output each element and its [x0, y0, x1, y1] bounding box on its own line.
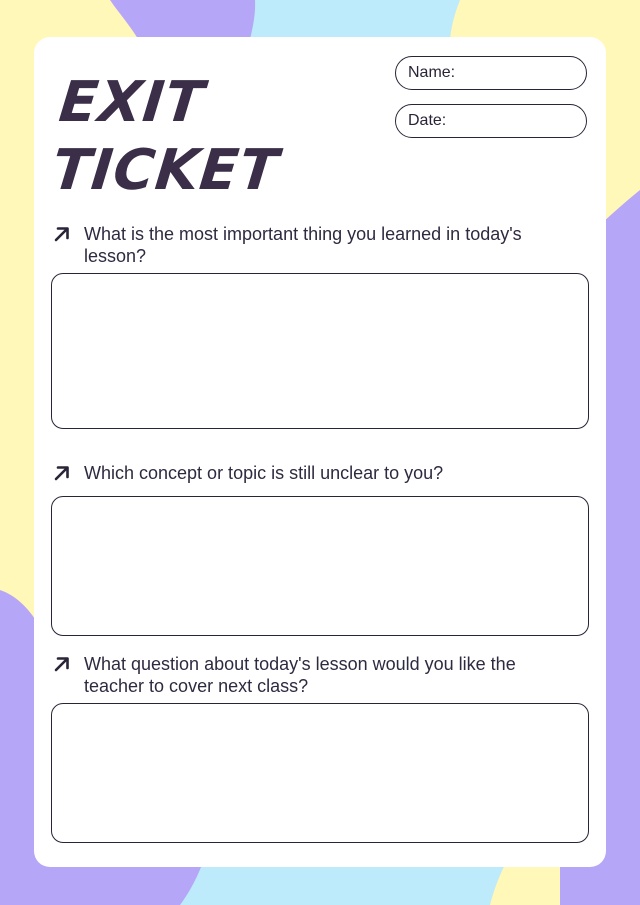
- date-field-label: Date:: [408, 112, 447, 129]
- question-3-text: What question about today's lesson would you like the teacher to cover next class?: [84, 654, 516, 696]
- arrow-up-right-icon: [52, 224, 72, 244]
- exit-ticket-card: [34, 37, 606, 867]
- title-line-ticket: TICKET: [49, 138, 282, 203]
- name-field-label: Name:: [408, 64, 456, 81]
- question-2-text: Which concept or topic is still unclear to you?: [84, 463, 444, 483]
- date-field[interactable]: [395, 104, 587, 138]
- answer-box-1[interactable]: [51, 273, 589, 429]
- question-3: [52, 653, 572, 697]
- name-field[interactable]: [395, 56, 587, 90]
- arrow-up-right-icon: [52, 654, 72, 674]
- answer-box-3[interactable]: [51, 703, 589, 843]
- page-title: [49, 69, 289, 205]
- question-1: [52, 223, 572, 267]
- title-line-exit: EXIT: [56, 70, 208, 135]
- question-2: [52, 462, 572, 484]
- question-1-text: What is the most important thing you learned in today's lesson?: [84, 224, 522, 266]
- arrow-up-right-icon: [52, 463, 72, 483]
- answer-box-2[interactable]: [51, 496, 589, 636]
